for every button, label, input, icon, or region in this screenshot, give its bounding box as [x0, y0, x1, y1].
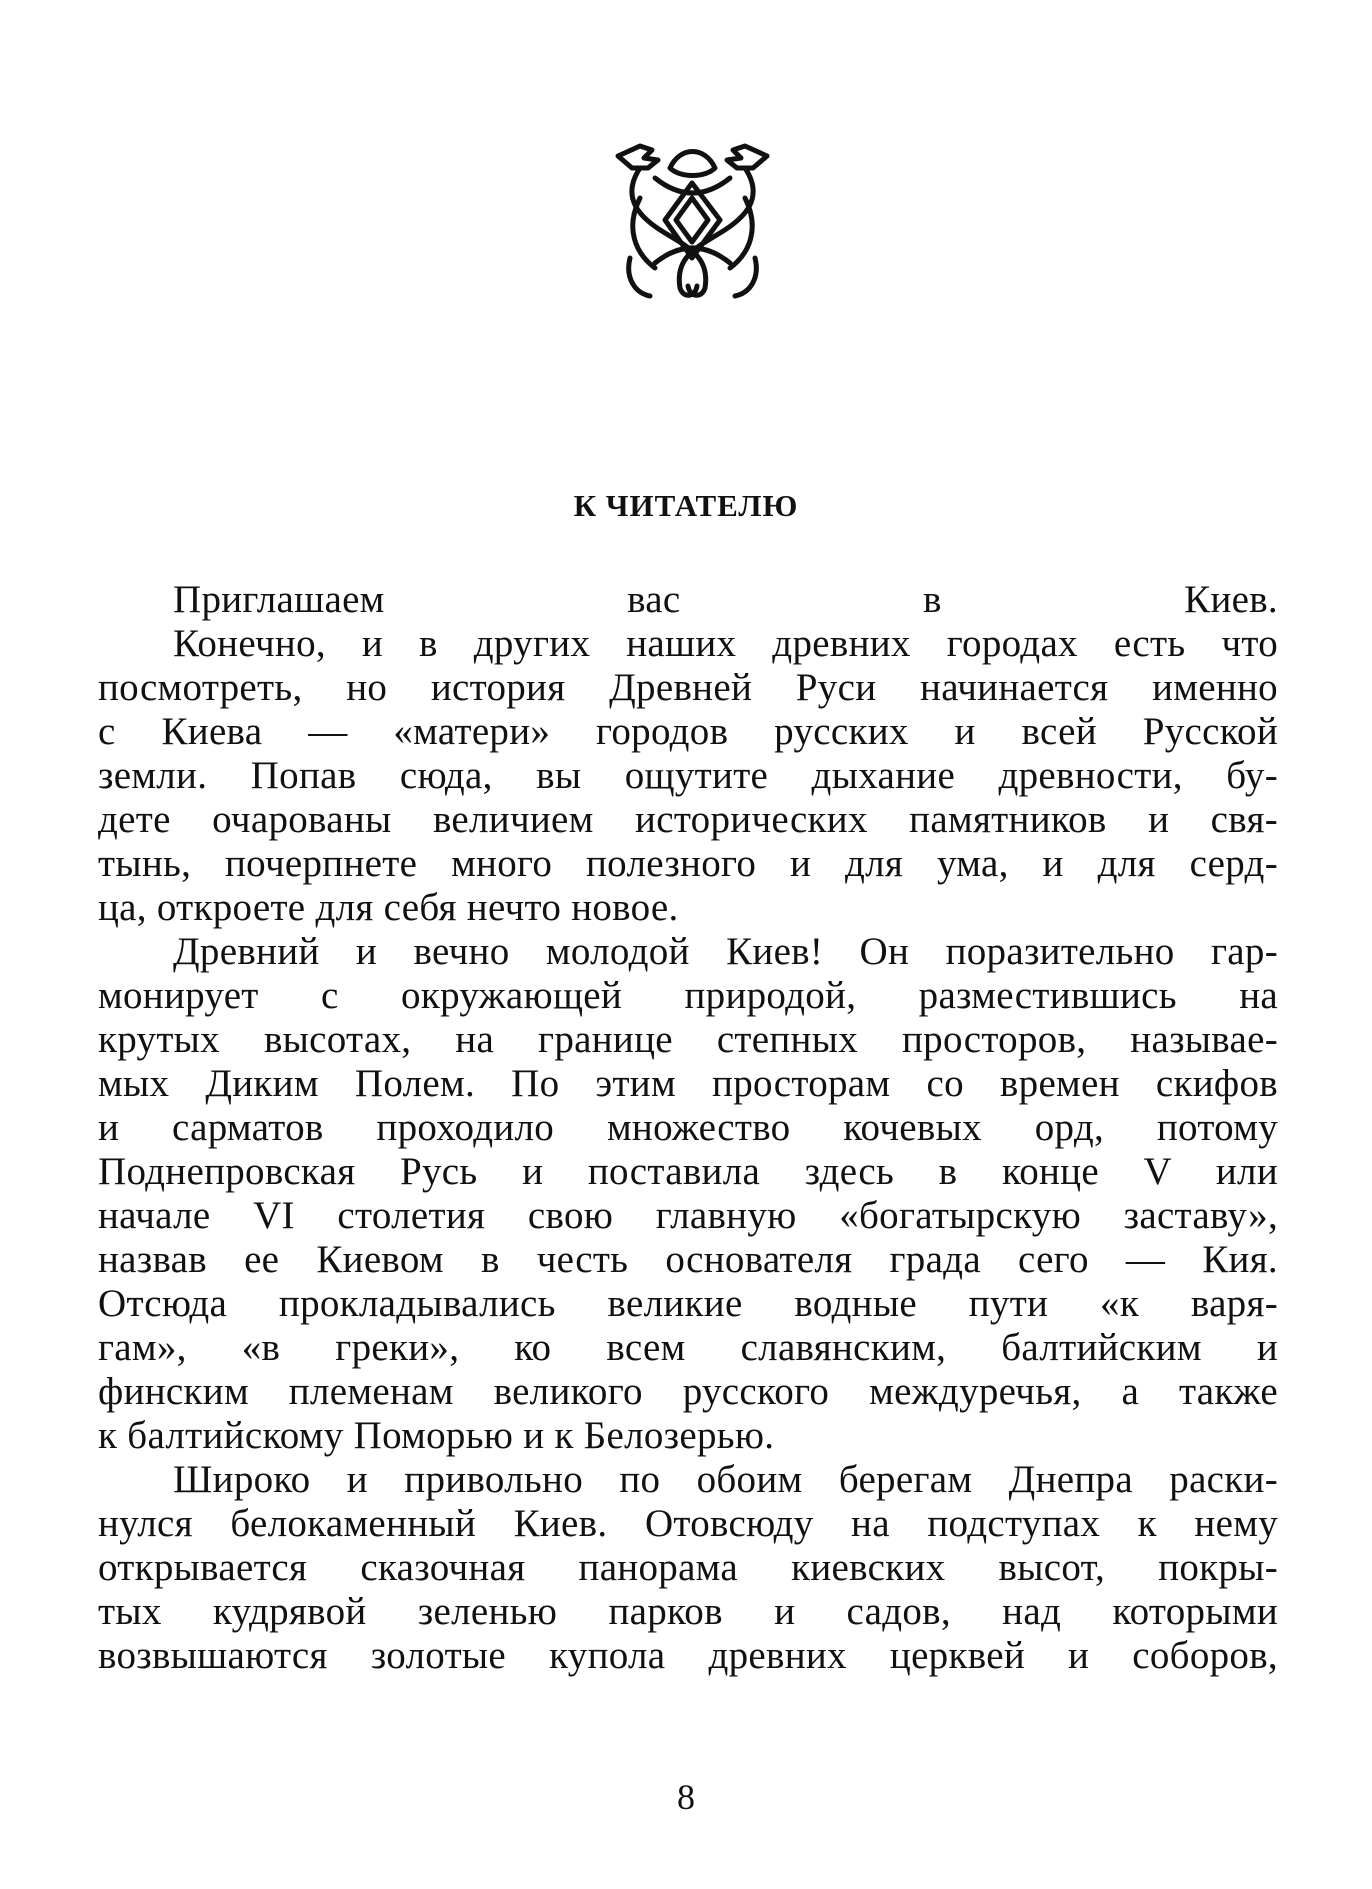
text-line: Отсюда прокладывались великие водные пути «к варя- — [98, 1282, 1278, 1325]
text-line: земли. Попав сюда, вы ощутите дыхание древности, бу- — [98, 754, 1278, 797]
text-line: Конечно, и в других наших древних городах есть что — [173, 622, 1278, 665]
text-line: тынь, почерпнете много полезного и для ума, и для серд- — [98, 842, 1278, 885]
text-line: возвышаются золотые купола древних церквей и соборов, — [98, 1634, 1278, 1677]
text-line: начале VI столетия свою главную «богатырскую заставу», — [98, 1194, 1278, 1237]
knot-ornament-icon — [610, 138, 775, 303]
text-line: Широко и привольно по обоим берегам Днепра раски- — [173, 1458, 1278, 1501]
text-line: финским племенам великого русского междуречья, а также — [98, 1370, 1278, 1413]
text-line: крутых высотах, на границе степных просторов, называе- — [98, 1018, 1278, 1061]
text-line: назвав ее Киевом в честь основателя града сего — Кия. — [98, 1238, 1278, 1281]
text-line: и сарматов проходило множество кочевых орд, потому — [98, 1106, 1278, 1149]
page-number: 8 — [677, 1777, 695, 1817]
text-line: ца, откроете для себя нечто новое. — [98, 886, 679, 929]
text-line: к балтийскому Поморью и к Белозерью. — [98, 1414, 775, 1457]
text-line: тых кудрявой зеленью парков и садов, над которыми — [98, 1590, 1278, 1633]
text-line: посмотреть, но история Древней Руси начинается именно — [98, 666, 1278, 709]
text-line: с Киева — «матери» городов русских и всей Русской — [98, 710, 1278, 753]
text-line: Поднепровская Русь и поставила здесь в конце V или — [98, 1150, 1278, 1193]
text-line: гам», «в греки», ко всем славянским, балтийским и — [98, 1326, 1278, 1369]
body-text — [98, 578, 1278, 1678]
text-line: Приглашаем вас в Киев. — [173, 578, 1278, 621]
text-line: Древний и вечно молодой Киев! Он поразительно гар- — [173, 930, 1278, 973]
text-line: монирует с окружающей природой, разместившись на — [98, 974, 1278, 1017]
chapter-heading: К ЧИТАТЕЛЮ — [573, 488, 799, 523]
text-line: нулся белокаменный Киев. Отовсюду на подступах к нему — [98, 1502, 1278, 1545]
text-line: мых Диким Полем. По этим просторам со времен скифов — [98, 1062, 1278, 1105]
text-line: открывается сказочная панорама киевских высот, покры- — [98, 1546, 1278, 1589]
text-line: дете очарованы величием исторических памятников и свя- — [98, 798, 1278, 841]
